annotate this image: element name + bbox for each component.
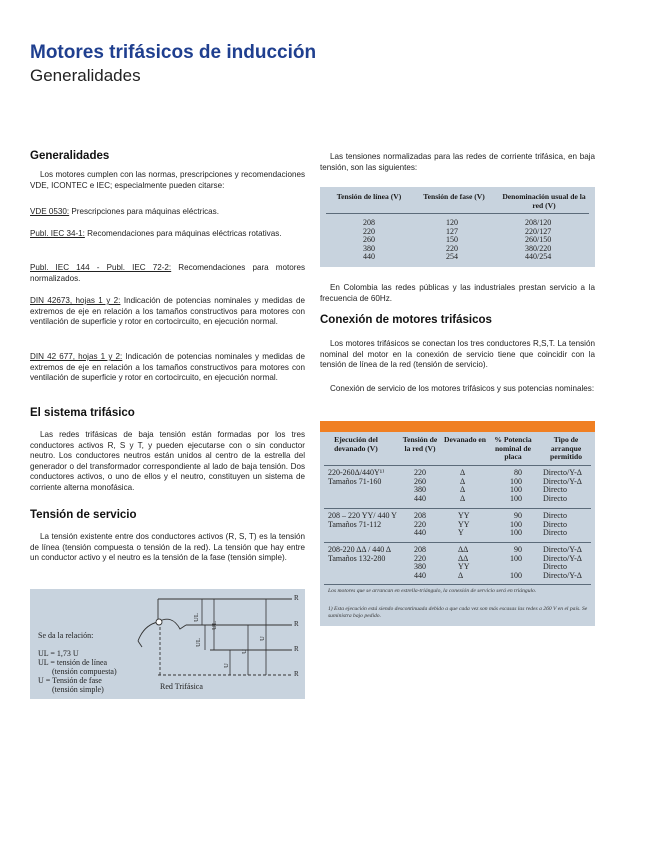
table-cell-arranque: Directo Directo Directo xyxy=(543,511,567,538)
norm-text: Indicación de potencias nominales y medidas de extremos de eje en relación a los tamaños constructivos para motores con ventilación de superficie y rotor en cortocircuito, en ejecución normal. xyxy=(30,296,305,327)
table-cell-arranque: Directo/Y-Δ Directo/Y-Δ Directo Directo xyxy=(543,468,582,503)
table-column: 208/120 220/127 260/150 380/220 440/254 xyxy=(525,218,552,262)
diagram-formula: UL = 1,73 U xyxy=(38,649,79,658)
table-cell-ejecucion: 208 – 220 YY/ 440 Y Tamaños 71-112 xyxy=(328,511,397,529)
table-footnote: 1) Esta ejecución está siendo descontinuada debido a que cada vez son más escasas las redes a 260 V en el país. Se suministra bajo pedido. xyxy=(328,606,588,619)
table-cell-red: 220 260 380 440 xyxy=(414,468,426,503)
norm-item xyxy=(30,296,305,328)
norm-text: Recomendaciones para motores normalizados. xyxy=(30,263,305,283)
norm-ref: DIN 42673, hojas 1 y 2: xyxy=(30,296,121,305)
table-header: Tensión de línea (V) xyxy=(336,192,402,201)
table-cell-devanado: YY YY Y xyxy=(458,511,470,538)
norm-ref: Publ. IEC 34-1: xyxy=(30,229,85,238)
diagram-red-trifasica-label: Red Trifásica xyxy=(160,682,203,691)
motor-connection-table xyxy=(320,432,595,626)
table-cell-arranque: Directo/Y-Δ Directo/Y-Δ Directo Directo/Y-Δ xyxy=(543,545,582,580)
table-cell-devanado: Δ Δ Δ Δ xyxy=(460,468,466,503)
tensiones-intro: Las tensiones normalizadas para las redes de corriente trifásica, en baja tensión, son las siguientes: xyxy=(320,152,595,172)
table-column: 208 220 260 380 440 xyxy=(363,218,375,262)
table-header: Tensión de fase (V) xyxy=(423,192,485,201)
page-subtitle: Generalidades xyxy=(30,66,141,85)
table-accent-bar xyxy=(320,421,595,432)
table-cell-devanado: ΔΔ ΔΔ YY Δ xyxy=(458,545,470,580)
conexion-text-2: Conexión de servicio de los motores trifásicos y sus potencias nominales: xyxy=(330,384,595,393)
sistema-trifasico-text: Las redes trifásicas de baja tensión están formadas por los tres conductores activos R, S y T, y pueden ejecutarse con o sin conductor neutro. Los conductores neutros están unidos al centro de la estrella del generador o del transformador correspondiente al lado de baja tensión. Dos conductores activos, o uno de ellos y el neutro, constituyen un sistema de corriente alterna monofásica. xyxy=(30,430,305,492)
table-cell-red: 208 220 380 440 xyxy=(414,545,426,580)
table-cell-potencia: 80 100 100 100 xyxy=(510,468,522,503)
diagram-u-label: U xyxy=(258,636,266,641)
generalidades-intro: Los motores cumplen con las normas, prescripciones y recomendaciones VDE, ICONTEC e IEC; especialmente pueden citarse: xyxy=(30,170,305,190)
diagram-legend-line: U = Tensión de fase xyxy=(38,676,102,685)
norm-item xyxy=(30,229,305,240)
table-divider xyxy=(324,542,591,543)
diagram-legend-line: (tensión simple) xyxy=(52,685,104,694)
table-header: Ejecución del devanado (V) xyxy=(334,435,378,453)
norm-text: Recomendaciones para máquinas eléctricas rotativas. xyxy=(84,229,282,238)
three-phase-diagram xyxy=(30,589,305,699)
table-cell-red: 208 220 440 xyxy=(414,511,426,538)
table-header: Tensión de la red (V) xyxy=(402,435,438,453)
table-header: % Potencia nominal de placa xyxy=(494,435,532,462)
norm-item xyxy=(30,352,305,384)
diagram-conductor-label: R xyxy=(294,645,299,653)
diagram-conductor-label: R xyxy=(294,620,299,628)
section-heading-sistema-trifasico: El sistema trifásico xyxy=(30,407,135,419)
section-heading-generalidades: Generalidades xyxy=(30,150,110,162)
table-column: 120 127 150 220 254 xyxy=(446,218,458,262)
norm-ref: VDE 0530: xyxy=(30,207,70,216)
section-heading-conexion: Conexión de motores trifásicos xyxy=(320,314,492,326)
voltage-table xyxy=(320,187,595,267)
section-heading-tension-servicio: Tensión de servicio xyxy=(30,509,137,521)
conexion-text: Los motores trifásicos se conectan los tres conductores R,S,T. La tensión nominal del motor en la conexión de servicio tiene que coincidir con la tensión de línea de la red (tensión de servicio). xyxy=(320,339,595,370)
norm-ref: Publ. IEC 144 - Publ. IEC 72-2: xyxy=(30,263,172,272)
diagram-legend-line: (tensión compuesta) xyxy=(52,667,117,676)
diagram-conductor-label: R xyxy=(294,670,299,678)
table-divider xyxy=(324,508,591,509)
diagram-ul-label: UL xyxy=(192,613,200,622)
diagram-u-label: U xyxy=(240,649,248,654)
norm-text: Prescripciones para máquinas eléctricas. xyxy=(69,207,219,216)
tension-servicio-text: La tensión existente entre dos conductores activos (R, S, T) es la tensión de línea (tensión compuesta o tensión de la red). La tensión que hay entre un conductor activo y el neutro es la tensión de la fase (tensión simple). xyxy=(30,532,305,563)
diagram-conductor-label: R xyxy=(294,594,299,602)
table-header: Tipo de arranque permitido xyxy=(549,435,583,462)
diagram-legend-line: UL = tensión de línea xyxy=(38,658,108,667)
table-cell-potencia: 90 100 100 xyxy=(510,511,522,538)
diagram-relation-label: Se da la relación: xyxy=(38,631,94,640)
page-title: Motores trifásicos de inducción xyxy=(30,42,317,63)
table-cell-ejecucion: 208-220 ΔΔ / 440 Δ Tamaños 132-280 xyxy=(328,545,391,563)
table-divider xyxy=(326,213,589,214)
colombia-text: En Colombia las redes públicas y las industriales prestan servicio a la frecuencia de 60Hz. xyxy=(320,283,595,303)
table-cell-potencia: 90 100 100 xyxy=(510,545,522,580)
table-divider xyxy=(324,465,591,466)
table-cell-ejecucion: 220-260Δ/440Y¹⁾ Tamaños 71-160 xyxy=(328,468,385,486)
diagram-ul-label: UL xyxy=(210,621,218,630)
table-header: Denominación usual de la red (V) xyxy=(502,192,586,210)
diagram-u-label: U xyxy=(222,663,230,668)
norm-ref: DIN 42 677, hojas 1 y 2: xyxy=(30,352,123,361)
table-header: Devanado en xyxy=(444,435,486,444)
table-footnote: Los motores que se arrancan en estrella-triángulo, la conexión de servicio será en triángulo. xyxy=(328,588,537,594)
table-divider xyxy=(324,584,591,585)
norm-item xyxy=(30,263,305,284)
diagram-ul-label: UL xyxy=(194,638,202,647)
norm-item xyxy=(30,207,305,218)
norm-text: Indicación de potencias nominales y medidas de extremos de eje en relación a los tamaños constructivos para motores con ventilación de superficie y rotor en cortocircuito, en ejecución normal. xyxy=(30,352,305,383)
